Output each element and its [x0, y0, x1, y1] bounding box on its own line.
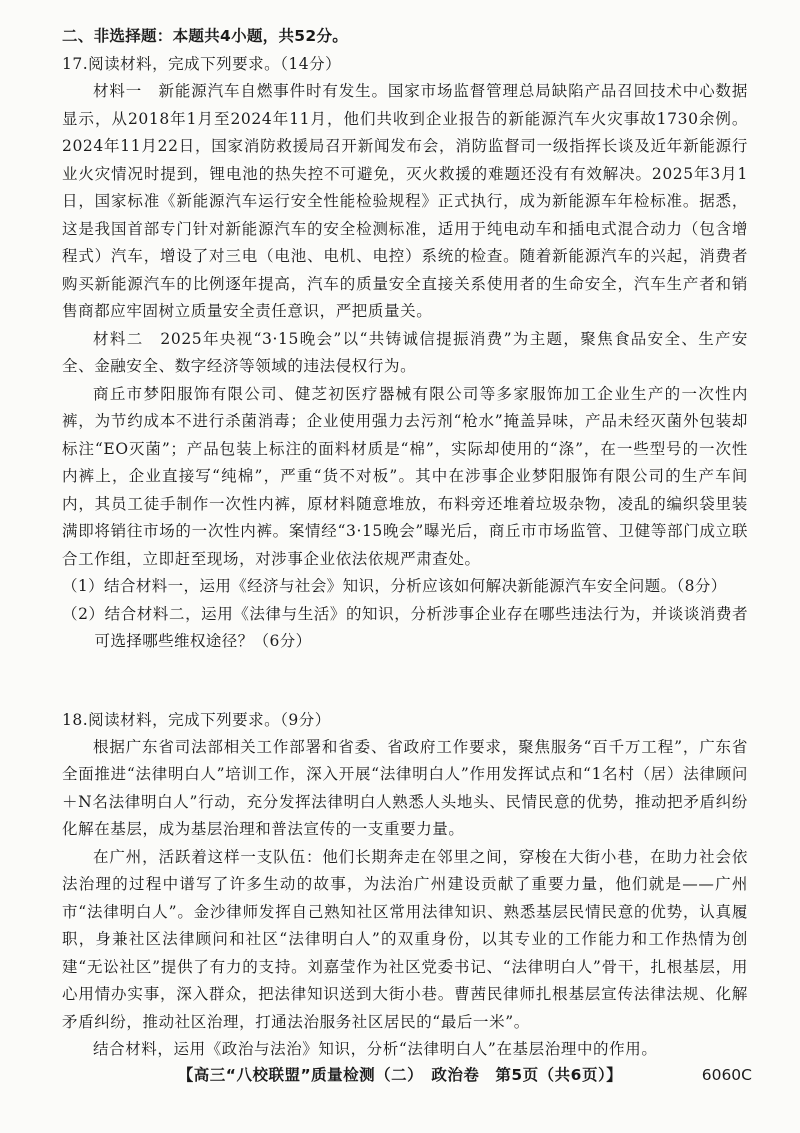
question-18-paragraph-2: 在广州，活跃着这样一支队伍：他们长期奔走在邻里之间，穿梭在大街小巷，在助力社会依法治理的过程中谱写了许多生动的故事，为法治广州建设贡献了重要力量，他们就是——广州市“法律明白人”。金沙律师发挥自己熟知社区常用法律知识、熟悉基层民情民意的优势，认真履职，身兼社区法律顾问和社区“法律明白人”的双重身份，以其专业的工作能力和工作热情为创建“无讼社区”提供了有力的支持。刘嘉莹作为社区党委书记、“法律明白人”骨干，扎根基层，用心用情办实事，深入群众，把法律知识送到大街小巷。曹茜民律师扎根基层宣传法律法规、化解矛盾纠纷，推动社区治理，打通法治服务社区居民的“最后一米”。: [62, 847, 748, 1031]
question-18: [62, 706, 748, 1064]
question-17-title: 17.阅读材料，完成下列要求。（14分）: [62, 55, 342, 73]
question-17-sub-1: （1）结合材料一，运用《经济与社会》知识，分析应该如何解决新能源汽车安全问题。（8分）: [62, 577, 727, 595]
question-18-title: 18.阅读材料，完成下列要求。（9分）: [62, 710, 331, 729]
material-2-paragraph: 材料二 2025年央视“3·15晚会”以“共铸诚信提振消费”为主题，聚焦食品安全、生产安全、金融安全、数字经济等领域的违法侵权行为。: [62, 329, 748, 375]
question-17-sub-2: （2）结合材料二，运用《法律与生活》的知识，分析涉事企业存在哪些违法行为，并谈谈消费者可选择哪些维权途径？（6分）: [62, 604, 748, 650]
answer-space: [62, 656, 748, 706]
footer-page-info: 【高三“八校联盟”质量检测（二） 政治卷 第5页（共6页）】: [177, 1066, 623, 1084]
section-title: 二、非选择题：本题共4小题，共52分。: [62, 27, 349, 45]
material-1-paragraph: 材料一 新能源汽车自燃事件时有发生。国家市场监督管理总局缺陷产品召回技术中心数据显示，从2018年1月至2024年11月，他们共收到企业报告的新能源汽车火灾事故1730余例。2024年11月22日，国家消防救援局召开新闻发布会，消防监督司一级指挥长谈及近年新能源行业火灾情况时提到，锂电池的热失控不可避免，灭火救援的难题还没有有效解决。2025年3月1日，国家标准《新能源汽车运行安全性能检验规程》正式执行，成为新能源车年检标准。据悉，这是我国首部专门针对新能源汽车的安全检测标准，适用于纯电动车和插电式混合动力（包含增程式）汽车，增设了对三电（电池、电机、电控）系统的检查。随着新能源汽车的兴起，消费者购买新能源汽车的比例逐年提高，汽车的质量安全直接关系使用者的生命安全，汽车生产者和销售商都应牢固树立质量安全责任意识，严把质量关。: [62, 82, 748, 320]
question-18-paragraph-1: 根据广东省司法部相关工作部署和省委、省政府工作要求，聚焦服务“百千万工程”，广东省全面推进“法律明白人”培训工作，深入开展“法律明白人”作用发挥试点和“1名村（居）法律顾问＋N名法律明白人”行动，充分发挥法律明白人熟悉人头地头、民情民意的优势，推动把矛盾纠纷化解在基层，成为基层治理和普法宣传的一支重要力量。: [62, 737, 748, 838]
material-2-case-paragraph: 商丘市梦阳服饰有限公司、健芝初医疗器械有限公司等多家服饰加工企业生产的一次性内裤，为节约成本不进行杀菌消毒；企业使用强力去污剂“枪水”掩盖异味，产品未经灭菌外包装却标注“EO灭菌”；产品包装上标注的面料材质是“棉”，实际却使用的“涤”，在一些型号的一次性内裤上，企业直接写“纯棉”，严重“货不对板”。其中在涉事企业梦阳服饰有限公司的生产车间内，其员工徒手制作一次性内裤，原材料随意堆放，布料旁还堆着垃圾杂物，凌乱的编织袋里装满即将销往市场的一次性内裤。案情经“3·15晚会”曝光后，商丘市市场监管、卫健等部门成立联合工作组，立即赶至现场，对涉事企业依法依规严肃查处。: [62, 384, 748, 568]
question-17: [62, 50, 748, 656]
question-18-prompt: 结合材料，运用《政治与法治》知识，分析“法律明白人”在基层治理中的作用。: [93, 1040, 658, 1058]
footer-paper-code: 6060C: [701, 1066, 752, 1084]
